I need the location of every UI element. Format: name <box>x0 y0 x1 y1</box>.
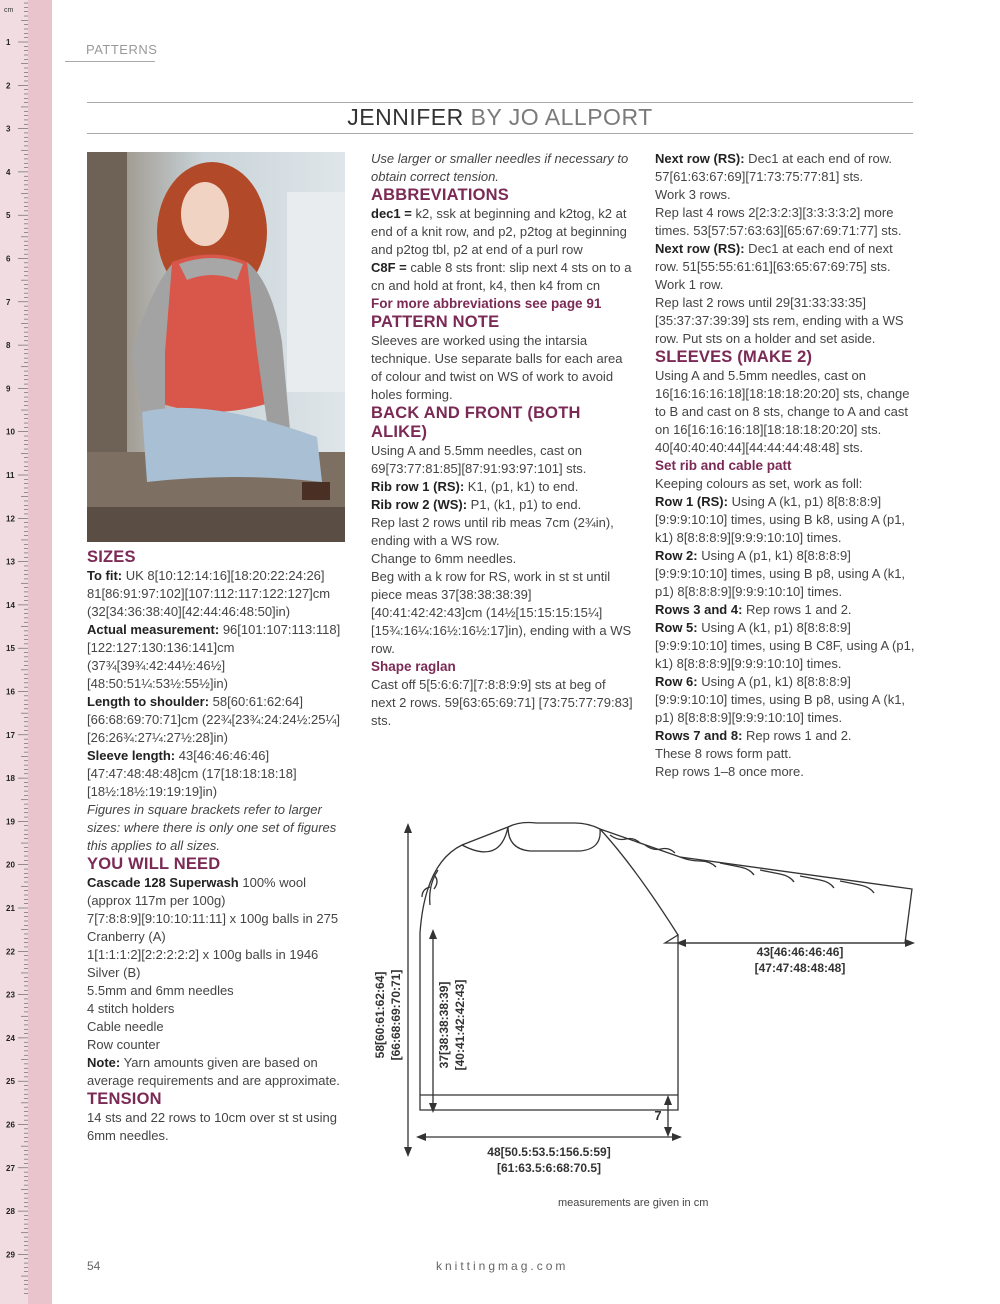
website: knittingmag.com <box>436 1259 569 1273</box>
body-label-2: [40:41:42:42:43] <box>453 979 467 1071</box>
sleeve-cable <box>610 835 874 893</box>
section-tag: PATTERNS <box>86 42 158 57</box>
ruler-number: 8 <box>6 341 11 351</box>
abbreviations-heading: ABBREVIATIONS <box>371 186 509 204</box>
ruler-number: 7 <box>6 297 11 307</box>
ruler-number: 28 <box>6 1207 15 1217</box>
back-st-st: Beg with a k row for RS, work in st st until piece meas 37[38:38:38:39] [40:41:42:42:43]cm (14½[15:15:15:15¼] [15¾:16¼:16½:16½:17]in), ending with a WS row. <box>371 569 632 656</box>
row-counter: Row counter <box>87 1037 160 1052</box>
back-front-heading: BACK AND FRONT (BOTH ALIKE) <box>371 404 581 441</box>
byline: BY JO ALLPORT <box>470 104 653 130</box>
abbr-c8f: C8F = cable 8 sts front: slip next 4 sts on to a cn and hold at front, k4, then k4 from cn <box>371 260 632 293</box>
ruler-number: 17 <box>6 730 15 740</box>
width-label-1: 48[50.5:53.5:156.5:59] <box>487 1145 611 1159</box>
sleeve-row-6: Row 6: Using A (p1, k1) 8[8:8:8:9] [9:9:9:10:10] times, using B p8, using A (k1, p1) 8[8:8:8:9][9:9:9:10:10] times. <box>655 674 906 725</box>
page-number: 54 <box>87 1259 101 1273</box>
to-fit: To fit: UK 8[10:12:14:16][18:20:22:24:26] 81[86:91:97:102][107:112:117:122:127]cm (32[34:36:38:40][42:44:46:48:50]in) <box>87 568 331 619</box>
ruler-number: 29 <box>6 1250 15 1260</box>
pattern-note-text: Sleeves are worked using the intarsia technique. Use separate balls for each area of colour and twist on WS of work to avoid holes forming. <box>371 333 623 402</box>
ruler-number: 24 <box>6 1033 15 1043</box>
sleeve-label-1: 43[46:46:46:46] <box>756 945 844 959</box>
length-label-1: 58[60:61:62:64] <box>373 971 387 1059</box>
rib-label: 7 <box>654 1108 662 1123</box>
yarn-b: 1[1:1:1:2][2:2:2:2:2] x 100g balls in 1946 Silver (B) <box>87 947 319 980</box>
ruler-number: 9 <box>6 384 11 394</box>
rep-4-rows: Rep last 4 rows 2[2:3:2:3][3:3:3:3:2] more times. 53[57:57:63:63][65:67:69:71:77] sts. <box>655 205 902 238</box>
actual-measurement: Actual measurement: 96[101:107:113:118] [122:127:130:136:141]cm (37¾[39¾:42:44½:46½] [48:50:51¼:53½:55½]in) <box>87 622 341 691</box>
ruler-number: 16 <box>6 687 15 697</box>
ruler-number: 10 <box>6 427 15 437</box>
rep-1-8: Rep rows 1–8 once more. <box>655 764 804 779</box>
ruler-number: 22 <box>6 947 15 957</box>
sleeve-row-2: Row 2: Using A (p1, k1) 8[8:8:8:9] [9:9:9:10:10] times, using B p8, using A (k1, p1) 8[8:8:8:9][9:9:9:10:10] times. <box>655 548 906 599</box>
column-1 <box>87 548 349 1145</box>
measuring-ruler <box>0 0 52 1304</box>
work-1-row: Work 1 row. <box>655 277 724 292</box>
ruler-number: 13 <box>6 557 15 567</box>
sleeve-length: Sleeve length: 43[46:46:46:46] [47:47:48:48:48]cm (17[18:18:18:18] [18½:18½:19:19:19]in) <box>87 748 297 799</box>
sleeve-label-2: [47:47:48:48:48] <box>754 961 846 975</box>
rib-row-2: Rib row 2 (WS): P1, (k1, p1) to end. <box>371 497 582 512</box>
body-label-1: 37[38:38:38:39] <box>437 981 451 1069</box>
pattern-name: JENNIFER <box>347 104 464 130</box>
model-photo <box>87 152 345 542</box>
width-label-2: [61:63.5:6:68:70.5] <box>496 1161 602 1175</box>
needles: 5.5mm and 6mm needles <box>87 983 234 998</box>
keeping-colours: Keeping colours as set, work as foll: <box>655 476 863 491</box>
yarn-note: Note: Yarn amounts given are based on average requirements and are approximate. <box>87 1055 340 1088</box>
neckline <box>508 827 600 851</box>
shape-raglan-heading: Shape raglan <box>371 659 456 674</box>
ruler-number: 3 <box>6 124 11 134</box>
abbr-dec1: dec1 = k2, ssk at beginning and k2tog, k2 at end of a knit row, and p2, p2tog at beginning and p2tog tbl, p2 at end of a purl row <box>371 206 627 257</box>
ruler-number: 20 <box>6 860 15 870</box>
next-row-1: Next row (RS): Dec1 at each end of row. 57[61:63:67:69][71:73:75:77:81] sts. <box>655 151 892 184</box>
needles-note: Use larger or smaller needles if necessary to obtain correct tension. <box>371 151 629 184</box>
more-abbreviations-link[interactable]: For more abbreviations see page 91 <box>371 296 602 311</box>
column-2 <box>371 150 633 730</box>
page-title <box>87 104 913 131</box>
rep-2-rows: Rep last 2 rows until 29[31:33:33:35] [35:37:37:39:39] sts rem, ending with a WS row. Put sts on a holder and set aside. <box>655 295 904 346</box>
ruler-number: 11 <box>6 471 15 480</box>
you-will-need-heading: YOU WILL NEED <box>87 855 221 873</box>
ruler-number: 15 <box>6 644 15 654</box>
raglan-cast-off: Cast off 5[5:6:6:7][7:8:8:9:9] sts at beg of next 2 rows. 59[63:65:69:71] [73:75:77:79:83] sts. <box>371 677 633 728</box>
garment-schematic <box>360 815 920 1190</box>
ruler-number: 26 <box>6 1120 15 1130</box>
column-3 <box>655 150 917 781</box>
ruler-number: 5 <box>6 211 11 221</box>
figures-note: Figures in square brackets refer to larger sizes: where there is only one set of figures this applies to all sizes. <box>87 802 337 853</box>
sleeves-cast-on: Using A and 5.5mm needles, cast on 16[16:16:16:18][18:18:18:20:20] sts, change to B and cast on 8 sts, change to A and cast on 16[16:16:16:18][18:18:18:20:20] sts. 40[40:40:40:44][44:44:44:48:48] sts. <box>655 368 910 455</box>
cable-needle: Cable needle <box>87 1019 164 1034</box>
ruler-number: 21 <box>6 904 15 913</box>
ruler-number: 27 <box>6 1163 15 1173</box>
left-raglan <box>462 827 508 852</box>
yarn: Cascade 128 Superwash 100% wool (approx 117m per 100g) <box>87 875 306 908</box>
sleeve-rows-3-4: Rows 3 and 4: Rep rows 1 and 2. <box>655 602 852 617</box>
work-3-rows: Work 3 rows. <box>655 187 731 202</box>
back-cast-on: Using A and 5.5mm needles, cast on 69[73:77:81:85][87:91:93:97:101] sts. <box>371 443 587 476</box>
ruler-number: 23 <box>6 990 15 1000</box>
rib-row-1: Rib row 1 (RS): K1, (p1, k1) to end. <box>371 479 579 494</box>
form-patt: These 8 rows form patt. <box>655 746 792 761</box>
back-rib-rep: Rep last 2 rows until rib meas 7cm (2¾in), ending with a WS row. <box>371 515 614 548</box>
ruler-number: 6 <box>6 254 11 264</box>
measurements-note: measurements are given in cm <box>558 1197 709 1209</box>
ruler-ticks <box>0 0 52 1304</box>
ruler-number: 1 <box>6 38 11 47</box>
next-row-2: Next row (RS): Dec1 at each end of next row. 51[55:55:61:61][63:65:67:69:75] sts. <box>655 241 893 274</box>
tension-heading: TENSION <box>87 1090 162 1108</box>
sizes-heading: SIZES <box>87 548 136 566</box>
sleeve-row-1: Row 1 (RS): Using A (k1, p1) 8[8:8:8:9] [9:9:9:10:10] times, using B k8, using A (p1, k1) 8[8:8:8:9][9:9:9:10:10] times. <box>655 494 906 545</box>
stitch-holders: 4 stitch holders <box>87 1001 175 1016</box>
ruler-number: 18 <box>6 774 15 784</box>
ruler-unit: cm <box>4 7 14 14</box>
set-rib-heading: Set rib and cable patt <box>655 458 792 473</box>
tension-text: 14 sts and 22 rows to 10cm over st st using 6mm needles. <box>87 1110 338 1143</box>
ruler-number: 4 <box>6 167 11 177</box>
ruler-number: 19 <box>6 817 15 827</box>
length-label-2: [66:68:69:70:71] <box>389 969 403 1061</box>
sleeve-row-5: Row 5: Using A (k1, p1) 8[8:8:8:9] [9:9:9:10:10] times, using B C8F, using A (p1, k1) 8[8:8:8:9][9:9:9:10:10] times. <box>655 620 915 671</box>
pattern-note-heading: PATTERN NOTE <box>371 313 500 331</box>
ruler-number: 2 <box>6 81 11 91</box>
ruler-number: 12 <box>6 514 15 524</box>
length-to-shoulder: Length to shoulder: 58[60:61:62:64] [66:68:69:70:71]cm (22¾[23¾:24:24½:25¼] [26:26¾:27¼:27½:28]in) <box>87 694 340 745</box>
yarn-a: 7[7:8:8:9][9:10:10:11:11] x 100g balls in 275 Cranberry (A) <box>87 911 339 944</box>
right-raglan <box>600 829 678 935</box>
ruler-number: 14 <box>6 600 15 610</box>
sleeve-rows-7-8: Rows 7 and 8: Rep rows 1 and 2. <box>655 728 852 743</box>
back-change-needles: Change to 6mm needles. <box>371 551 517 566</box>
sleeves-heading: SLEEVES (MAKE 2) <box>655 348 813 366</box>
ruler-number: 25 <box>6 1077 15 1087</box>
